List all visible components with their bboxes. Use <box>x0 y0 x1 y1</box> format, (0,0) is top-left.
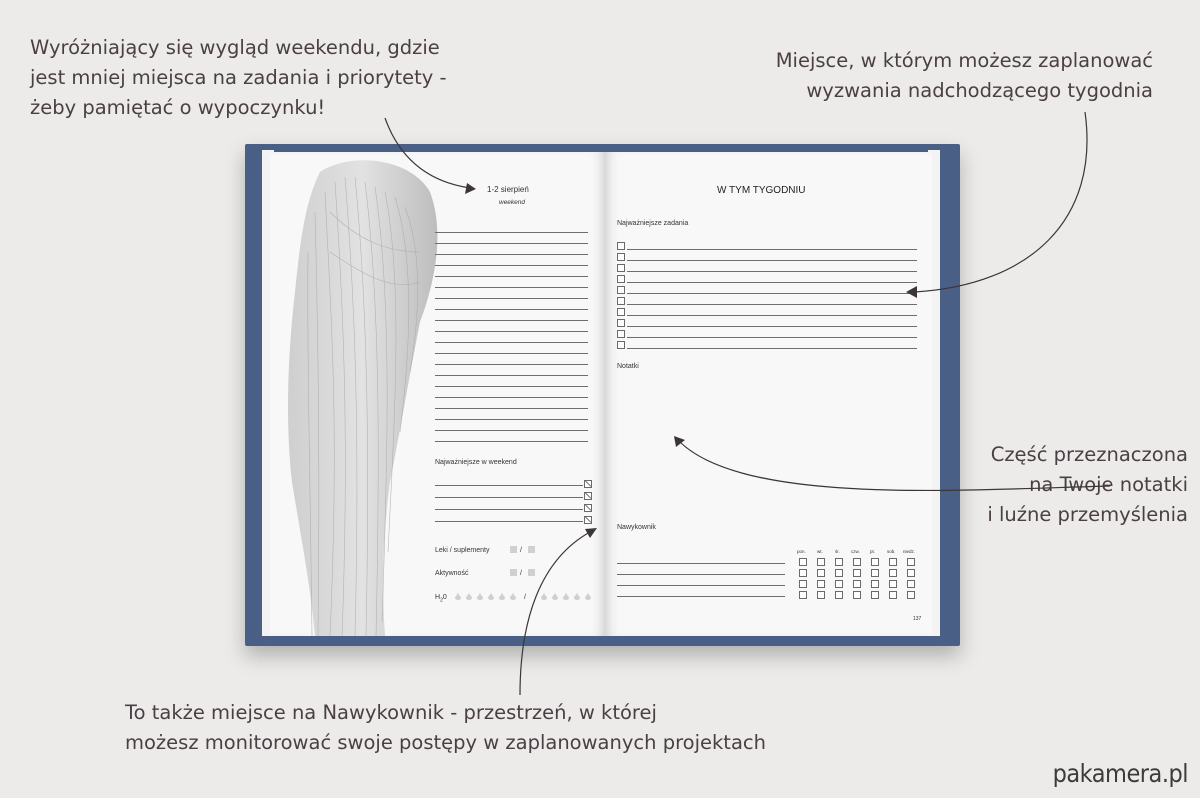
weekend-subtitle: weekend <box>499 199 526 206</box>
day-label: czw. <box>851 549 860 554</box>
arrowhead-icon <box>585 528 597 538</box>
annotation-line: możesz monitorować swoje postępy w zaplanowanych projektach <box>125 731 766 754</box>
pakamera-logo: pakamera.pl <box>1052 759 1188 788</box>
annotation-line: wyzwania nadchodzącego tygodnia <box>806 79 1153 102</box>
annotation-line: i luźne przemyślenia <box>987 503 1188 526</box>
annotation-line: żeby pamiętać o wypoczynku! <box>30 96 326 119</box>
tasks-label: Najważniejsze zadania <box>617 220 689 227</box>
arrow-to-week <box>915 112 1087 292</box>
day-label: pon. <box>797 549 806 554</box>
arrowhead-icon <box>465 183 476 194</box>
meds-label: Leki / suplementy <box>435 547 490 554</box>
annotation-line: Wyróżniający się wygląd weekendu, gdzie <box>30 36 440 59</box>
habit-tracker-label: Nawykownik <box>617 524 656 531</box>
week-title: W TYM TYGODNIU <box>717 185 806 196</box>
day-label: sob. <box>887 549 896 554</box>
annotation-line: Część przeznaczona <box>990 443 1188 466</box>
arrow-to-notes <box>680 442 1110 490</box>
annotation-line: Miejsce, w którym możesz zaplanować <box>775 49 1153 72</box>
meds-separator: / <box>520 547 522 554</box>
day-label: wt. <box>817 549 823 554</box>
day-label: śr. <box>835 549 840 554</box>
notes-label: Notatki <box>617 363 639 370</box>
weekend-priorities-label: Najważniejsze w weekend <box>435 459 517 466</box>
activity-label: Aktywność <box>435 570 469 577</box>
annotation-line: To także miejsce na Nawykownik - przestrzeń, w której <box>125 701 657 724</box>
arrowhead-icon <box>906 286 917 298</box>
day-label: niedz. <box>903 549 916 554</box>
date-heading: 1-2 sierpień <box>487 185 529 194</box>
water-label: $H_20$ <box>435 594 447 604</box>
arrow-to-habit <box>520 532 590 695</box>
annotation-line: na Twoje notatki <box>1029 473 1188 496</box>
water-separator: / <box>524 594 526 601</box>
annotation-line: jest mniej miejsca na zadania i priorytety - <box>30 66 447 89</box>
activity-separator: / <box>520 570 522 577</box>
page-number: 137 <box>913 616 922 622</box>
arrow-to-weekend <box>385 118 470 188</box>
day-label: pt. <box>870 549 876 554</box>
